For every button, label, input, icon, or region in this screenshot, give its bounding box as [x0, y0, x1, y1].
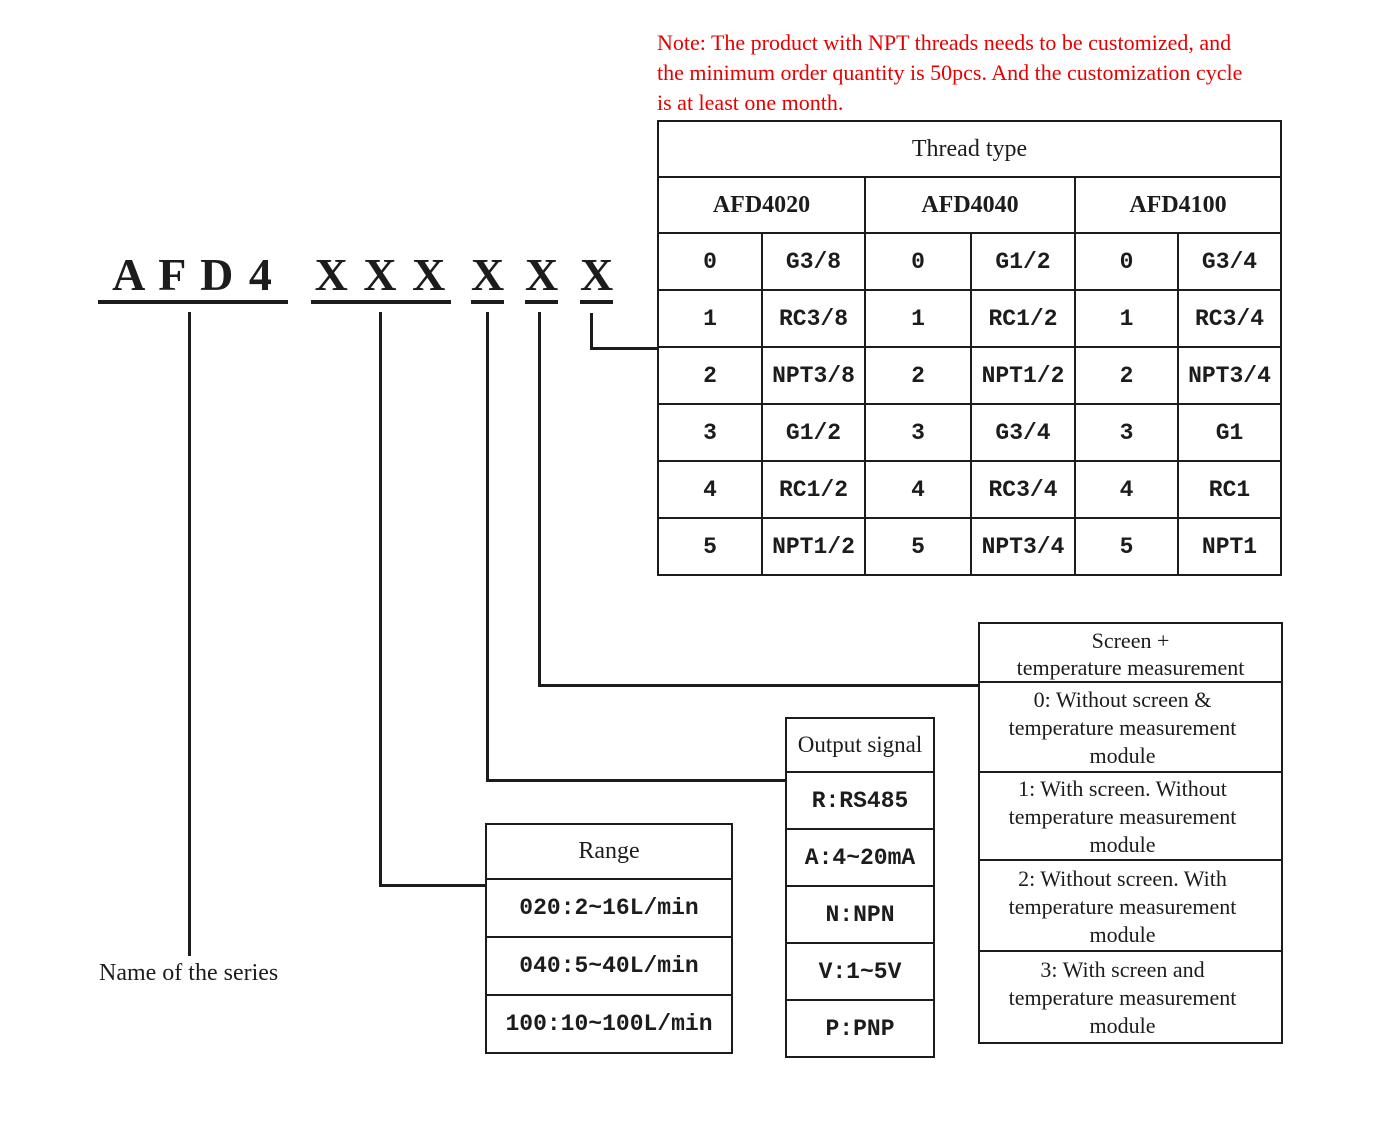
table-row [658, 404, 1281, 461]
screen-connector-line-vertical [538, 312, 541, 687]
screen-option-cell: 2: Without screen. With temperature measurement module [979, 860, 1282, 951]
note-line: Note: The product with NPT threads needs to be customized, and [657, 30, 1232, 55]
note-line: the minimum order quantity is 50pcs. And the customization cycle [657, 60, 1243, 85]
value-cell: G1 [1178, 404, 1281, 461]
series-connector-line [188, 312, 191, 956]
code-cell: 5 [658, 518, 762, 575]
value-cell: RC3/8 [762, 290, 865, 347]
thread-connector-line-horizontal [590, 347, 659, 350]
series-label: Name of the series [99, 960, 279, 986]
value-cell: NPT1/2 [762, 518, 865, 575]
output-option-cell: V:1~5V [786, 943, 934, 1000]
code-cell: 5 [865, 518, 971, 575]
output-signal-table [785, 717, 935, 1058]
range-connector-line-horizontal [379, 884, 487, 887]
table-row [979, 860, 1282, 951]
thread-connector-line-vertical [590, 313, 593, 350]
table-row [979, 682, 1282, 772]
model-code-segment-series: A F D 4 [98, 251, 288, 304]
code-cell: 0 [658, 233, 762, 290]
table-row [658, 518, 1281, 575]
code-cell: 1 [1075, 290, 1178, 347]
code-cell: 3 [658, 404, 762, 461]
table-row [486, 879, 732, 937]
value-cell: NPT3/8 [762, 347, 865, 404]
note-line: is at least one month. [657, 90, 844, 115]
model-code-segment-output: X [471, 251, 504, 304]
range-option-cell: 100:10~100L/min [486, 995, 732, 1053]
table-row [486, 824, 732, 879]
output-connector-line-vertical [486, 312, 489, 782]
value-cell: G3/4 [1178, 233, 1281, 290]
output-table-title: Output signal [786, 718, 934, 772]
table-row [979, 623, 1282, 682]
code-cell: 4 [1075, 461, 1178, 518]
screen-temperature-table [978, 622, 1283, 1044]
screen-table-title-line: temperature measurement [1016, 655, 1245, 680]
output-option-cell: P:PNP [786, 1000, 934, 1057]
output-option-cell: R:RS485 [786, 772, 934, 829]
value-cell: G3/4 [971, 404, 1075, 461]
code-cell: 3 [1075, 404, 1178, 461]
value-cell: RC1 [1178, 461, 1281, 518]
model-code-segment-screen: X [525, 251, 558, 304]
range-connector-line-vertical [379, 312, 382, 887]
code-cell: 3 [865, 404, 971, 461]
output-connector-line-horizontal [486, 779, 787, 782]
range-table-title: Range [486, 824, 732, 879]
table-row [979, 951, 1282, 1043]
thread-table-title: Thread type [658, 121, 1281, 177]
code-cell: 2 [658, 347, 762, 404]
model-column-header: AFD4040 [865, 177, 1075, 233]
code-cell: 1 [658, 290, 762, 347]
value-cell: NPT1 [1178, 518, 1281, 575]
code-cell: 0 [865, 233, 971, 290]
code-cell: 4 [658, 461, 762, 518]
table-row [786, 943, 934, 1000]
value-cell: NPT3/4 [971, 518, 1075, 575]
value-cell: RC1/2 [971, 290, 1075, 347]
value-cell: G1/2 [762, 404, 865, 461]
screen-table-title [979, 623, 1282, 682]
table-row [979, 772, 1282, 860]
screen-connector-line-horizontal [538, 684, 981, 687]
model-code-segment-thread: X [580, 251, 613, 304]
code-cell: 4 [865, 461, 971, 518]
table-row [786, 886, 934, 943]
code-cell: 2 [1075, 347, 1178, 404]
value-cell: RC1/2 [762, 461, 865, 518]
table-row [786, 1000, 934, 1057]
output-option-cell: A:4~20mA [786, 829, 934, 886]
value-cell: NPT3/4 [1178, 347, 1281, 404]
range-option-cell: 020:2~16L/min [486, 879, 732, 937]
table-row [658, 347, 1281, 404]
table-row [486, 995, 732, 1053]
value-cell: RC3/4 [971, 461, 1075, 518]
value-cell: G3/8 [762, 233, 865, 290]
model-column-header: AFD4020 [658, 177, 865, 233]
code-cell: 5 [1075, 518, 1178, 575]
screen-table-title-line: Screen + [1091, 628, 1170, 653]
thread-type-table [657, 120, 1282, 576]
table-row [786, 829, 934, 886]
code-cell: 1 [865, 290, 971, 347]
model-column-header: AFD4100 [1075, 177, 1281, 233]
table-row [658, 177, 1281, 233]
table-row [786, 718, 934, 772]
screen-option-cell: 1: With screen. Without temperature measurement module [979, 772, 1282, 860]
code-cell: 2 [865, 347, 971, 404]
table-row [658, 121, 1281, 177]
screen-option-cell: 0: Without screen & temperature measurement module [979, 682, 1282, 772]
screen-option-cell: 3: With screen and temperature measurement module [979, 951, 1282, 1043]
range-option-cell: 040:5~40L/min [486, 937, 732, 995]
value-cell: NPT1/2 [971, 347, 1075, 404]
model-code-segment-range: X X X [311, 251, 451, 304]
table-row [486, 937, 732, 995]
output-option-cell: N:NPN [786, 886, 934, 943]
npt-customization-note [657, 28, 1337, 118]
table-row [786, 772, 934, 829]
value-cell: G1/2 [971, 233, 1075, 290]
range-table [485, 823, 733, 1054]
table-row [658, 233, 1281, 290]
code-cell: 0 [1075, 233, 1178, 290]
table-row [658, 290, 1281, 347]
table-row [658, 461, 1281, 518]
value-cell: RC3/4 [1178, 290, 1281, 347]
